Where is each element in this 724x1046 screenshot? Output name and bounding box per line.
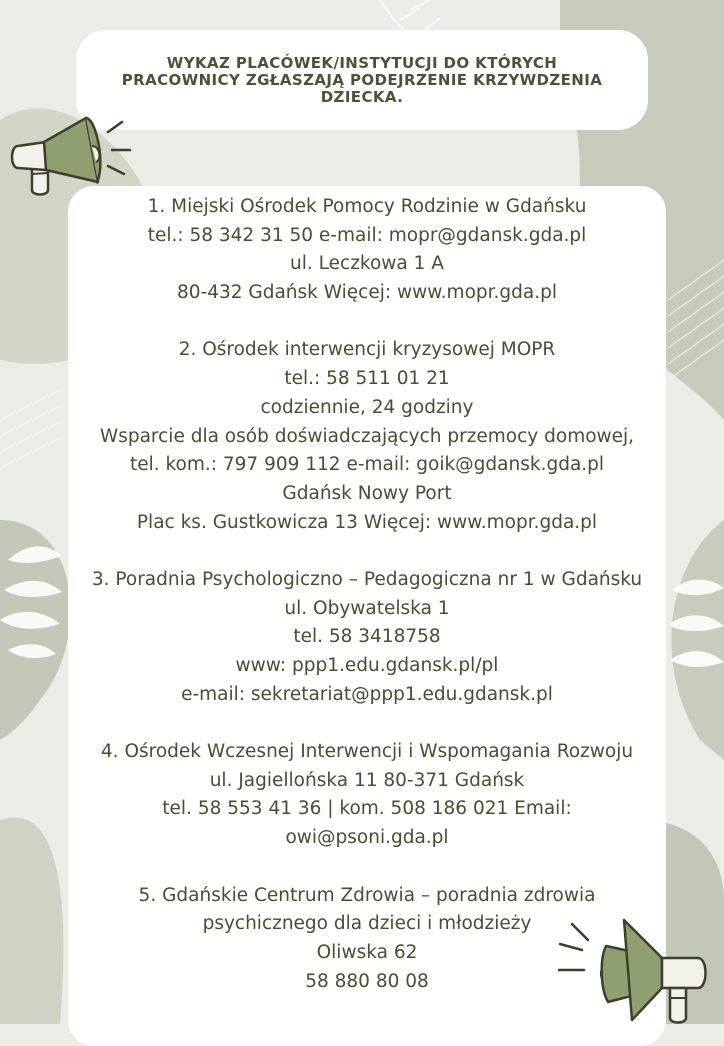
- entry-1-line-4: 80-432 Gdańsk Więcej: www.mopr.gda.pl: [176, 282, 558, 304]
- entry-2-line-4: Wsparcie dla osób doświadczających przemocy domowej,: [99, 425, 635, 447]
- entry-5-line-3: Oliwska 62: [316, 941, 418, 963]
- entry-5-line-1: 5. Gdańskie Centrum Zdrowia – poradnia zdrowia: [138, 884, 596, 906]
- entry-3-line-2: ul. Obywatelska 1: [284, 597, 450, 619]
- title-line-3: DZIECKA.: [320, 87, 404, 106]
- entry-2-line-6: Gdańsk Nowy Port: [282, 482, 452, 504]
- entry-1-line-3: ul. Leczkowa 1 A: [290, 253, 444, 275]
- entry-2-line-1: 2. Ośrodek interwencji kryzysowej MOPR: [178, 339, 556, 361]
- megaphone-icon: [558, 918, 718, 1024]
- entry-4-line-2: ul. Jagiellońska 11 80-371 Gdańsk: [209, 769, 525, 791]
- entry-2-line-2: tel.: 58 511 01 21: [284, 368, 450, 390]
- entry-1-line-1: 1. Miejski Ośrodek Pomocy Rodzinie w Gdańsku: [147, 196, 587, 217]
- entry-4-line-1: 4. Ośrodek Wczesnej Interwencji i Wspomagania Rozwoju: [100, 741, 634, 763]
- entry-1-line-2: tel.: 58 342 31 50 e-mail: mopr@gdansk.gda.pl: [147, 224, 587, 246]
- entry-2-line-3: codziennie, 24 godziny: [260, 396, 474, 418]
- entry-4-line-3: tel. 58 553 41 36 | kom. 508 186 021 Email:: [162, 798, 572, 820]
- entry-2-line-5: tel. kom.: 797 909 112 e-mail: goik@gdansk.gda.pl: [129, 454, 605, 476]
- entry-3-line-4: www: ppp1.edu.gdansk.pl/pl: [235, 655, 499, 676]
- entry-5-line-4: 58 880 80 08: [305, 970, 429, 992]
- contacts-card: [68, 186, 666, 1046]
- title-line-2: PRACOWNICY ZGŁASZAJĄ PODEJRZENIE KRZYWDZENIA: [121, 70, 603, 89]
- entry-4-line-4: owi@psoni.gda.pl: [285, 827, 449, 849]
- entry-2-line-7: Plac ks. Gustkowicza 13 Więcej: www.mopr.gda.pl: [136, 511, 598, 533]
- entry-3-line-1: 3. Poradnia Psychologiczno – Pedagogiczna nr 1 w Gdańsku: [91, 568, 643, 590]
- title-line-1: WYKAZ PLACÓWEK/INSTYTUCJI DO KTÓRYCH: [166, 53, 558, 72]
- title-banner: [76, 30, 648, 130]
- entry-3-line-3: tel. 58 3418758: [293, 626, 441, 648]
- entry-5-line-2: psychicznego dla dzieci i młodzieży: [202, 913, 532, 935]
- entry-3-line-5: e-mail: sekretariat@ppp1.edu.gdansk.pl: [181, 683, 553, 705]
